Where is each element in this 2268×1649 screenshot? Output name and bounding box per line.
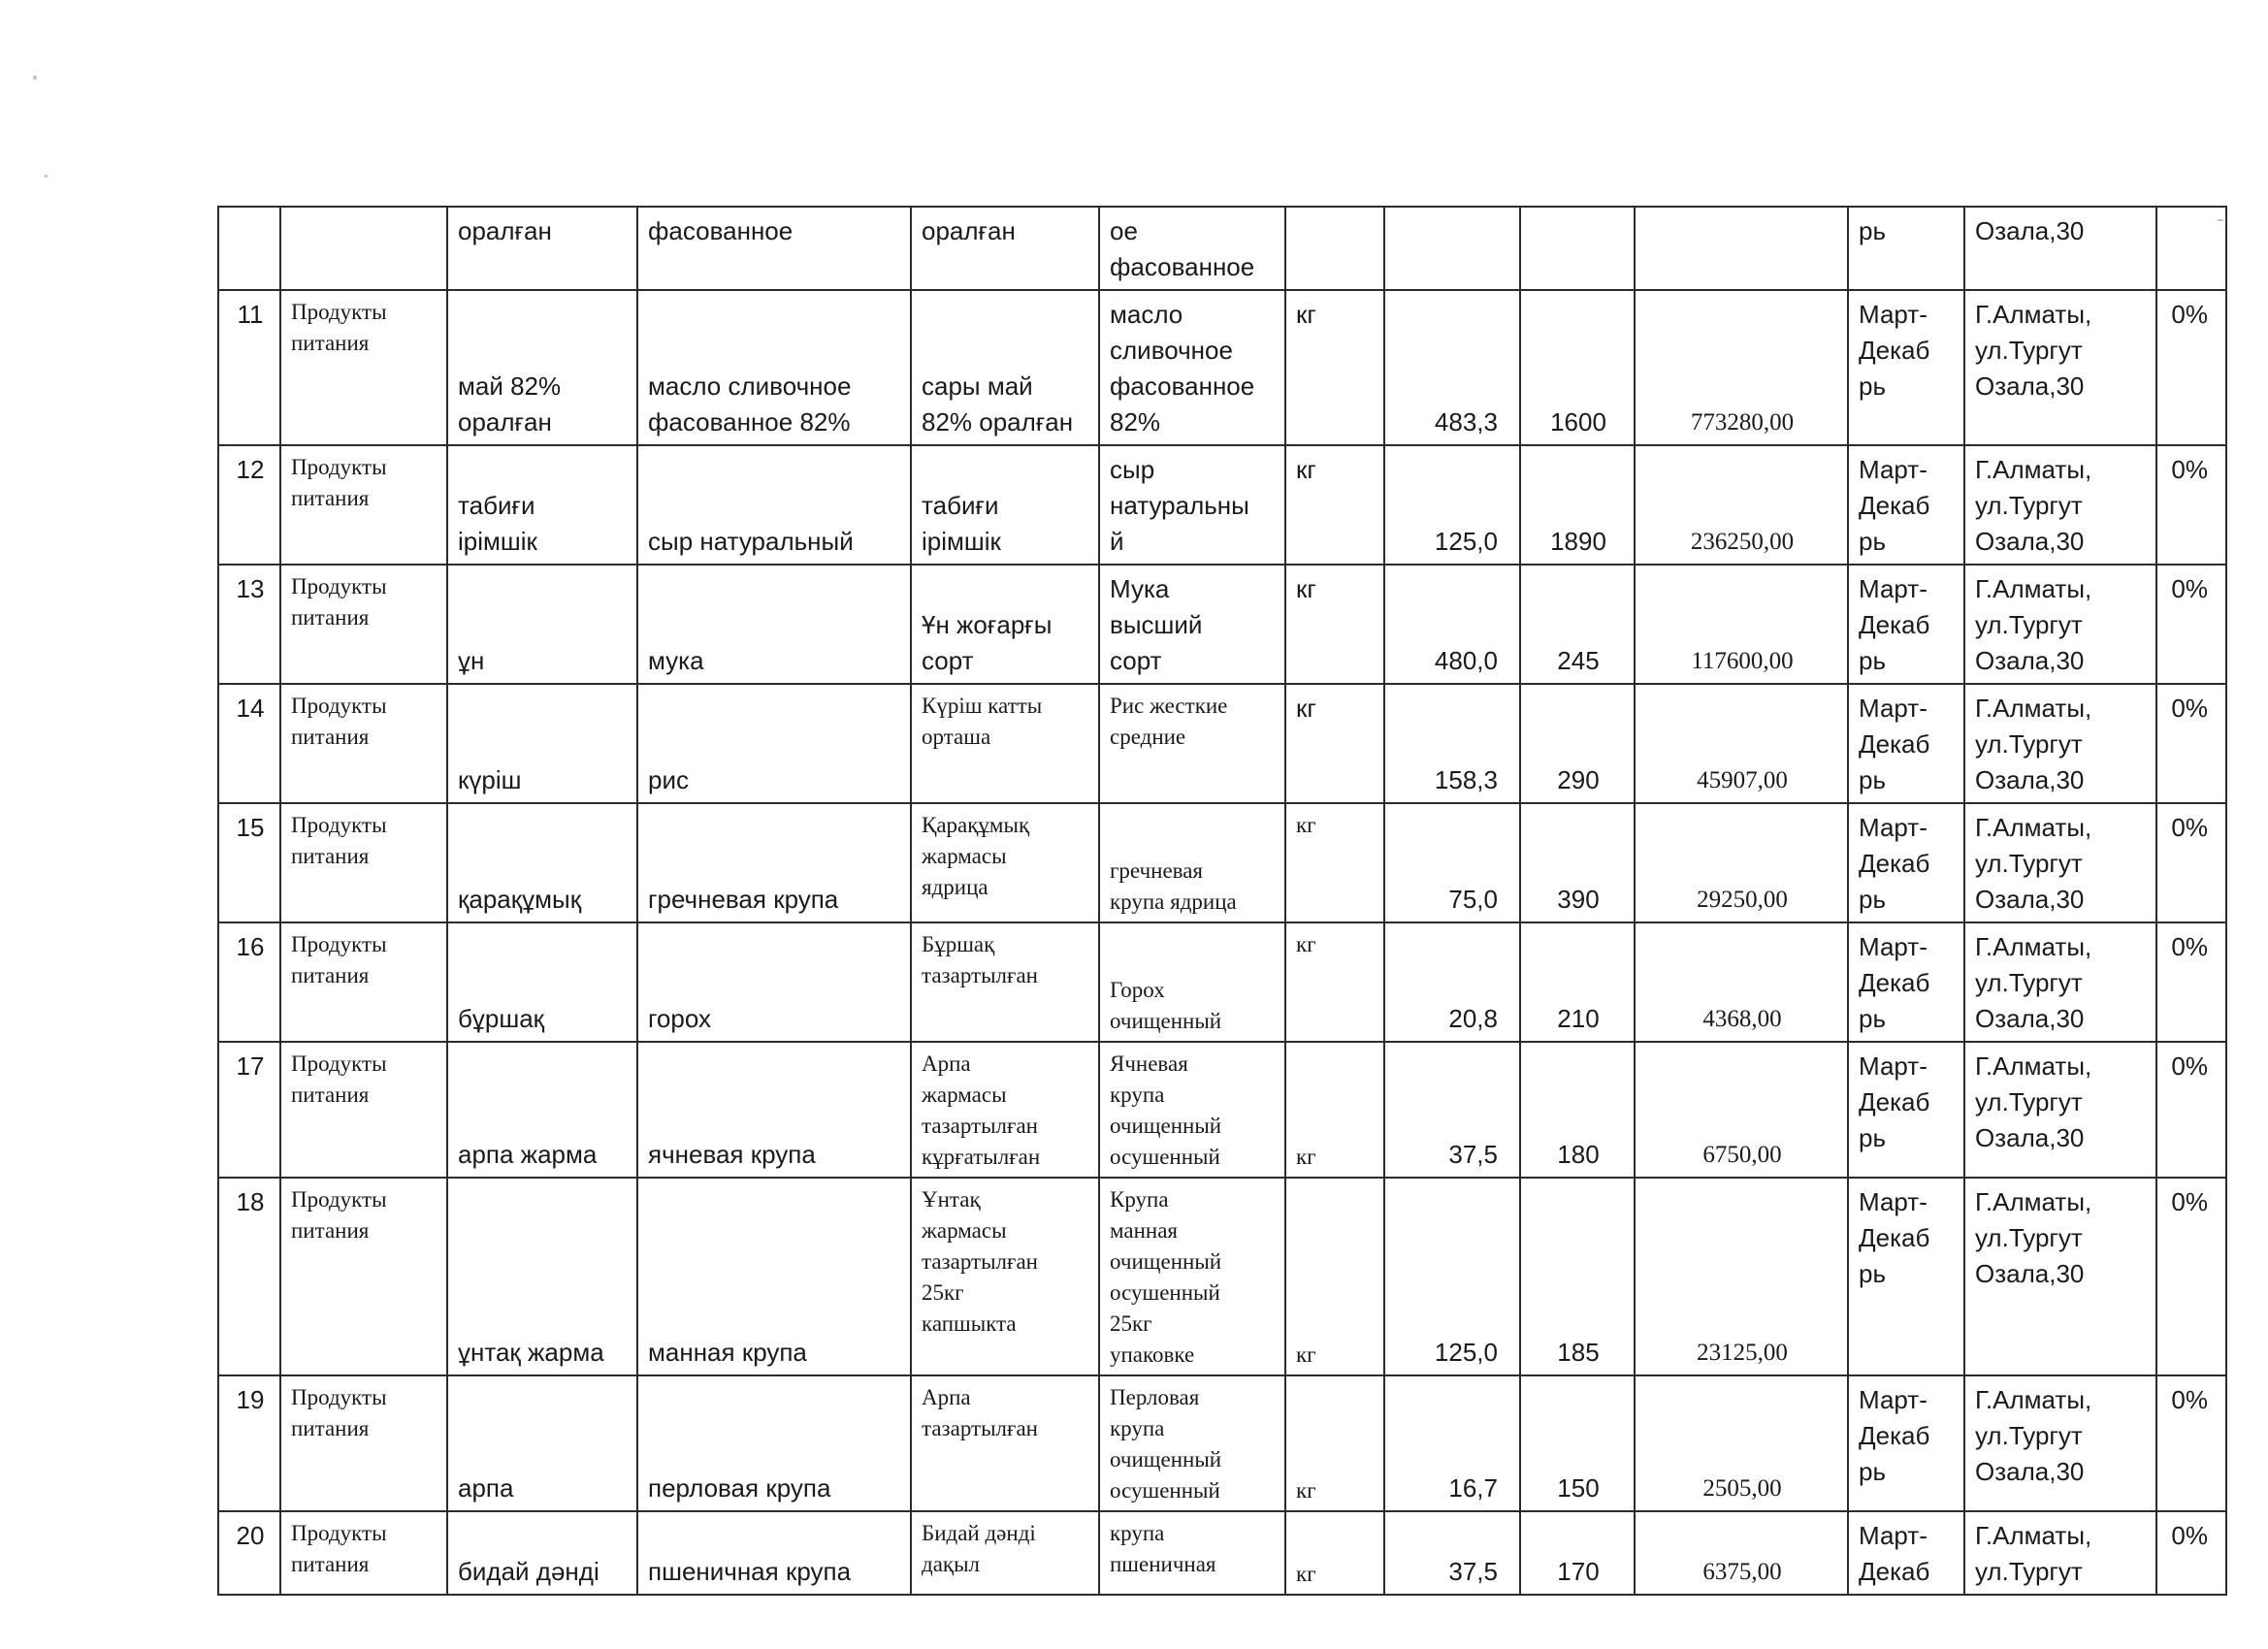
cell-period-text: Март- Декаб рь [1859,455,1930,556]
cell-product-kz [447,922,637,1042]
cell-price-text: 210 [1557,1004,1600,1033]
cell-rate [2156,1042,2226,1178]
cell-spec-ru [1099,1178,1285,1375]
cell-unit [1285,445,1384,565]
cell-rate-text: 0% [2171,1051,2208,1081]
cell-qty-text: 483,3 [1434,407,1498,436]
cell-spec-ru [1099,290,1285,445]
cell-product-ru-text: ячневая крупа [648,1140,816,1169]
cell-address [1964,922,2156,1042]
cell-sum-text: 6750,00 [1702,1142,1782,1168]
cell-unit [1285,684,1384,803]
cell-price-text: 170 [1557,1557,1600,1586]
cell-product-kz [447,1178,637,1375]
cell-product-ru [637,1178,911,1375]
cell-address: Озала,30 [1964,207,2156,290]
cell-qty-text: 125,0 [1434,527,1498,556]
cell-spec-ru-text: крупа пшеничная [1110,1521,1216,1576]
cell-price-text: 245 [1557,646,1600,675]
cell-spec-kz [911,1042,1099,1178]
cell-category-text: Продукты питания [291,932,387,987]
cell-category [280,684,447,803]
cell-qty-text: 75,0 [1448,885,1498,914]
cell-spec-ru [1099,803,1285,922]
cell-price-text: 1890 [1550,527,1606,556]
cell-category-text: Продукты питания [291,1187,387,1243]
cell-address-text: Г.Алматы, ул.Тургут Озала,30 [1975,574,2092,675]
cell-product-ru [637,445,911,565]
cell-spec-ru [1099,1375,1285,1511]
cell-product-kz-text: табиғи ірімшік [458,491,537,556]
cell-no-text: 14 [236,694,265,723]
cell-spec-kz-text: табиғи ірімшік [922,491,1001,556]
cell-address-text: Г.Алматы, ул.Тургут Озала,30 [1975,455,2092,556]
table-body [218,207,2226,1595]
cell-category [280,922,447,1042]
cell-category-text: Продукты питания [291,1521,387,1576]
cell-address [1964,803,2156,922]
cell-no-text: 12 [236,455,265,484]
cell-category-text: Продукты питания [291,574,387,630]
cell-spec-ru [1099,922,1285,1042]
cell-spec-ru-text: Перловая крупа очищенный осушенный [1110,1385,1222,1503]
cell-unit [1285,290,1384,445]
cell-price [1520,803,1635,922]
cell-product-ru-text: перловая крупа [648,1473,831,1503]
cell-price [1520,684,1635,803]
cell-spec-ru-text: гречневая крупа ядрица [1110,858,1237,914]
cell-period [1848,290,1964,445]
cell-price-text: 390 [1557,885,1600,914]
cell-product-ru-text: мука [648,646,704,675]
cell-product-kz [447,1375,637,1511]
cell-unit-text: кг [1296,455,1316,484]
cell-product-ru [637,1375,911,1511]
cell-qty [1384,1178,1520,1375]
cell-price [1520,1375,1635,1511]
cell-product-kz [447,803,637,922]
cell-qty-text: 20,8 [1448,1004,1498,1033]
cell-rate [2156,207,2226,290]
cell-product-kz [447,1511,637,1595]
scan-mark [45,175,48,178]
cell-sum-text: 236250,00 [1690,529,1795,555]
table-row [218,1042,2226,1178]
cell-period-text: Март- Декаб рь [1859,813,1930,914]
cell-product-kz [447,290,637,445]
cell-price [1520,565,1635,684]
cell-no [218,565,280,684]
cell-period [1848,684,1964,803]
cell-rate [2156,803,2226,922]
cell-category-text: Продукты питания [291,1385,387,1440]
cell-product-ru-text: сыр натуральный [648,527,854,556]
cell-rate-text: 0% [2171,574,2208,603]
cell-rate-text: 0% [2171,813,2208,842]
cell-unit-text: кг [1296,932,1316,956]
cell-category-text: Продукты питания [291,694,387,749]
table-row [218,565,2226,684]
cell-product-ru-text: гречневая крупа [648,885,839,914]
cell-sum [1635,1375,1848,1511]
cell-no-text: 13 [236,574,265,603]
cell-period: рь [1848,207,1964,290]
cell-spec-kz [911,803,1099,922]
cell-address [1964,565,2156,684]
cell-sum [1635,1511,1848,1595]
cell-price-text: 180 [1557,1140,1600,1169]
cell-category-text: Продукты питания [291,455,387,510]
cell-sum [1635,207,1848,290]
cell-sum [1635,290,1848,445]
cell-address [1964,1042,2156,1178]
cell-product-ru [637,1511,911,1595]
cell-price [1520,1178,1635,1375]
cell-sum [1635,1178,1848,1375]
cell-address-text: Г.Алматы, ул.Тургут Озала,30 [1975,1187,2092,1288]
cell-no [218,922,280,1042]
cell-unit [1285,803,1384,922]
cell-product-kz-text: бидай дәнді [458,1557,599,1586]
cell-category [280,290,447,445]
cell-unit-text: кг [1296,1478,1316,1503]
table-row [218,1375,2226,1511]
cell-no-text: 19 [236,1385,265,1414]
cell-price [1520,207,1635,290]
cell-spec-kz [911,684,1099,803]
cell-product-kz-text: арпа жарма [458,1140,598,1169]
cell-unit-text: кг [1296,574,1316,603]
cell-sum [1635,445,1848,565]
cell-period-text: Март- Декаб рь [1859,300,1930,401]
cell-product-kz [447,1042,637,1178]
cell-spec-ru-text: Рис жесткие средние [1110,694,1228,749]
cell-spec-kz-text: Ұн жоғарғы сорт [922,610,1053,675]
cell-product-kz-text: күріш [458,765,522,794]
cell-spec-ru-text: Крупа манная очищенный осушенный 25кг упаковке [1110,1187,1222,1367]
cell-no [218,445,280,565]
cell-product-ru [637,1042,911,1178]
cell-category [280,1511,447,1595]
cell-rate [2156,290,2226,445]
table-row [218,445,2226,565]
cell-period [1848,565,1964,684]
cell-product-kz-text: май 82% оралған [458,372,562,436]
cell-spec-kz [911,922,1099,1042]
cell-no [218,1178,280,1375]
cell-rate [2156,1178,2226,1375]
cell-no [218,803,280,922]
cell-spec-kz [911,1178,1099,1375]
cell-rate-text: 0% [2171,300,2208,329]
cell-spec-ru-text: масло сливочное фасованное 82% [1110,300,1255,436]
cell-qty [1384,922,1520,1042]
cell-price [1520,445,1635,565]
table-row [218,1511,2226,1595]
cell-spec-kz [911,1511,1099,1595]
cell-spec-kz-text: Бұршақ тазартылған [922,932,1038,987]
cell-category [280,445,447,565]
cell-period [1848,1178,1964,1375]
cell-unit [1285,207,1384,290]
cell-no-text: 18 [236,1187,265,1216]
cell-sum-text: 6375,00 [1702,1559,1782,1585]
cell-qty [1384,207,1520,290]
cell-product-ru-text: пшеничная крупа [648,1557,852,1586]
cell-spec-ru [1099,1042,1285,1178]
cell-qty [1384,1511,1520,1595]
cell-rate [2156,445,2226,565]
cell-unit [1285,565,1384,684]
cell-period [1848,1375,1964,1511]
cell-address-text: Г.Алматы, ул.Тургут Озала,30 [1975,1385,2092,1486]
cell-no [218,290,280,445]
cell-spec-kz [911,565,1099,684]
cell-period-text: Март- Декаб рь [1859,574,1930,675]
scan-mark [33,76,37,80]
cell-product-kz-text: арпа [458,1473,514,1503]
cell-period-text: Март- Декаб рь [1859,1385,1930,1486]
cell-qty-text: 16,7 [1448,1473,1498,1503]
cell-sum [1635,684,1848,803]
cell-rate-text: 0% [2171,1521,2208,1550]
cell-period [1848,803,1964,922]
cell-address [1964,1375,2156,1511]
cell-spec-kz: оралған [911,207,1099,290]
cell-qty-text: 37,5 [1448,1557,1498,1586]
cell-rate [2156,684,2226,803]
cell-spec-kz [911,1375,1099,1511]
cell-unit [1285,1511,1384,1595]
cell-period-text: Март- Декаб рь [1859,932,1930,1033]
cell-category [280,803,447,922]
cell-period [1848,445,1964,565]
cell-spec-kz [911,445,1099,565]
cell-spec-ru-text: Ячневая крупа очищенный осушенный [1110,1051,1222,1169]
cell-no [218,207,280,290]
cell-qty-text: 125,0 [1434,1338,1498,1367]
cell-product-ru-text: рис [648,765,689,794]
cell-period [1848,1042,1964,1178]
cell-product-kz-text: бұршақ [458,1004,545,1033]
cell-address-text: Г.Алматы, ул.Тургут Озала,30 [1975,932,2092,1033]
cell-spec-kz-text: Арпа тазартылған [922,1385,1038,1440]
cell-category [280,1042,447,1178]
cell-rate-text: 0% [2171,694,2208,723]
cell-address-text: Г.Алматы, ул.Тургут Озала,30 [1975,694,2092,794]
cell-price [1520,922,1635,1042]
cell-sum [1635,803,1848,922]
cell-category-text: Продукты питания [291,813,387,868]
cell-sum-text: 29250,00 [1697,887,1788,913]
cell-no [218,1511,280,1595]
cell-period-text: Март- Декаб рь [1859,1051,1930,1152]
cell-price [1520,1042,1635,1178]
cell-unit-text: кг [1296,1342,1316,1367]
cell-spec-kz-text: Арпа жармасы тазартылған кұрғатылған [922,1051,1041,1169]
cell-spec-kz-text: Қарақұмық жармасы ядрица [922,813,1030,899]
cell-no-text: 15 [236,813,265,842]
cell-product-ru [637,290,911,445]
cell-address [1964,290,2156,445]
cell-qty-text: 480,0 [1434,646,1498,675]
cell-period-text: Март- Декаб рь [1859,694,1930,794]
cell-product-kz [447,565,637,684]
cell-qty-text: 158,3 [1434,765,1498,794]
cell-spec-kz [911,290,1099,445]
cell-product-ru [637,684,911,803]
cell-period [1848,922,1964,1042]
cell-price-text: 150 [1557,1473,1600,1503]
cell-product-ru [637,565,911,684]
cell-product-kz: оралған [447,207,637,290]
cell-qty [1384,1042,1520,1178]
cell-price-text: 290 [1557,765,1600,794]
cell-rate-text: 0% [2171,1385,2208,1414]
cell-product-ru [637,803,911,922]
cell-rate [2156,1511,2226,1595]
cell-address-text: Г.Алматы, ул.Тургут Озала,30 [1975,300,2092,401]
cell-product-kz-text: қарақұмық [458,885,582,914]
cell-sum [1635,922,1848,1042]
cell-product-kz-text: ұн [458,646,485,675]
cell-spec-ru-text: сыр натуральны й [1110,455,1249,556]
cell-category-text: Продукты питания [291,1051,387,1107]
cell-spec-kz-text: Күріш катты орташа [922,694,1043,749]
cell-rate-text: 0% [2171,455,2208,484]
table-row [218,290,2226,445]
cell-period-text: Март- Декаб [1859,1521,1930,1586]
table-row [218,922,2226,1042]
cell-no-text: 17 [236,1051,265,1081]
cell-spec-ru [1099,1511,1285,1595]
cell-sum-text: 45907,00 [1697,767,1788,793]
cell-address [1964,1511,2156,1595]
cell-qty [1384,1375,1520,1511]
cell-unit-text: кг [1296,813,1316,837]
cell-sum-text: 4368,00 [1702,1006,1782,1032]
cell-qty [1384,803,1520,922]
cell-no-text: 16 [236,932,265,961]
cell-unit [1285,1375,1384,1511]
cell-address-text: Г.Алматы, ул.Тургут [1975,1521,2092,1586]
cell-address [1964,445,2156,565]
cell-unit [1285,1178,1384,1375]
cell-qty [1384,684,1520,803]
cell-no [218,1375,280,1511]
cell-product-ru: фасованное [637,207,911,290]
cell-unit-text: кг [1296,694,1316,723]
cell-spec-ru-text: Мука высший сорт [1110,574,1203,675]
cell-sum-text: 117600,00 [1691,648,1794,674]
cell-product-kz [447,445,637,565]
cell-product-kz-text: ұнтақ жарма [458,1338,604,1367]
table-row-continuation [218,207,2226,290]
cell-unit-text: кг [1296,1145,1316,1169]
cell-product-ru-text: масло сливочное фасованное 82% [648,372,852,436]
cell-price [1520,290,1635,445]
cell-spec-ru: ое фасованное [1099,207,1285,290]
cell-address [1964,684,2156,803]
cell-product-kz [447,684,637,803]
cell-address-text: Г.Алматы, ул.Тургут Озала,30 [1975,813,2092,914]
cell-rate [2156,922,2226,1042]
cell-unit-text: кг [1296,1562,1316,1586]
cell-no-text: 20 [236,1521,265,1550]
cell-sum-text: 773280,00 [1690,409,1795,436]
cell-qty-text: 37,5 [1448,1140,1498,1169]
cell-period-text: Март- Декаб рь [1859,1187,1930,1288]
cell-category [280,1178,447,1375]
cell-spec-kz-text: Ұнтақ жармасы тазартылған 25кг капшыкта [922,1187,1038,1336]
cell-unit [1285,1042,1384,1178]
cell-category [280,207,447,290]
cell-rate [2156,1375,2226,1511]
cell-rate [2156,565,2226,684]
cell-product-ru [637,922,911,1042]
cell-price [1520,1511,1635,1595]
cell-rate-text: 0% [2171,932,2208,961]
cell-qty [1384,290,1520,445]
cell-spec-ru [1099,684,1285,803]
cell-spec-ru [1099,445,1285,565]
cell-unit [1285,922,1384,1042]
cell-spec-ru [1099,565,1285,684]
cell-category [280,1375,447,1511]
cell-product-ru-text: манная крупа [648,1338,807,1367]
cell-no [218,684,280,803]
cell-category [280,565,447,684]
cell-sum-text: 2505,00 [1702,1475,1782,1502]
cell-sum [1635,565,1848,684]
cell-product-ru-text: горох [648,1004,711,1033]
table-row [218,1178,2226,1375]
table-row [218,684,2226,803]
cell-sum-text: 23125,00 [1697,1340,1788,1366]
cell-no [218,1042,280,1178]
cell-qty [1384,565,1520,684]
cell-address [1964,1178,2156,1375]
cell-category-text: Продукты питания [291,300,387,355]
cell-address-text: Г.Алматы, ул.Тургут Озала,30 [1975,1051,2092,1152]
cell-period [1848,1511,1964,1595]
cell-no-text: 11 [237,300,264,329]
cell-price-text: 1600 [1550,407,1606,436]
cell-spec-ru-text: Горох очищенный [1110,978,1222,1033]
cell-price-text: 185 [1557,1338,1600,1367]
cell-rate-text: 0% [2171,1187,2208,1216]
cell-qty [1384,445,1520,565]
cell-sum [1635,1042,1848,1178]
cell-spec-kz-text: Бидай дәнді дақыл [922,1521,1036,1576]
cell-unit-text: кг [1296,300,1316,329]
cell-spec-kz-text: сары май 82% оралған [922,372,1074,436]
table-row [218,803,2226,922]
procurement-table [217,206,2227,1596]
